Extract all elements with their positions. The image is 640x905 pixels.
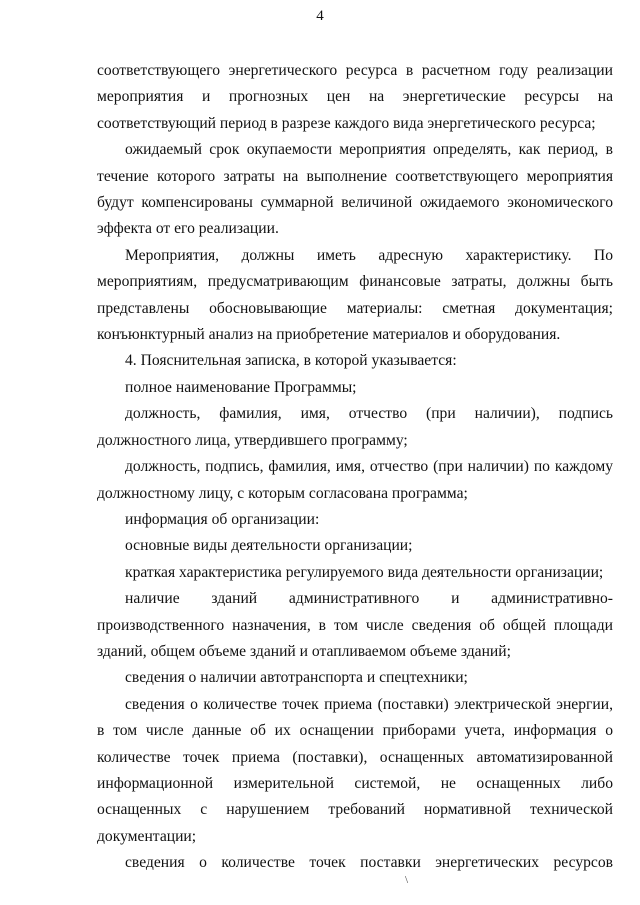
paragraph-continuation: соответствующего энергетического ресурса в расчетном году реализации мероприятия и прогнозных цен на энергетические ресурсы на соответствующий период в разрезе каждого вида энергетического ресурса; xyxy=(97,62,613,132)
page-number: 4 xyxy=(316,8,324,24)
list-item-regulated-activity: краткая характеристика регулируемого вида деятельности организации; xyxy=(125,563,604,581)
list-item-buildings: наличие зданий административного и административно-производственного назначения, в том числе сведения об общей площади зданий, общем объеме зданий и отапливаемом объеме зданий; xyxy=(97,590,613,660)
footer-mark: \ xyxy=(405,874,409,886)
list-item-activities: основные виды деятельности организации; xyxy=(125,537,413,555)
list-item-vehicles: сведения о наличии автотранспорта и спецтехники; xyxy=(125,669,468,687)
list-item-approver: должность, фамилия, имя, отчество (при наличии), подпись должностного лица, утвердившего программу; xyxy=(97,405,613,449)
list-item-program-name: полное наименование Программы; xyxy=(125,378,357,396)
document-body xyxy=(97,58,613,877)
paragraph-payback-period: ожидаемый срок окупаемости мероприятия определять, как период, в течение которого затраты на выполнение соответствующего мероприятия будут компенсированы суммарной величиной ожидаемого экономического эффекта от его реализации. xyxy=(97,141,613,238)
paragraph-explanatory-note: 4. Пояснительная записка, в которой указывается: xyxy=(125,352,457,370)
list-item-organization-info: информация об организации: xyxy=(125,510,320,528)
list-item-energy-points: сведения о количестве точек поставки энергетических ресурсов xyxy=(125,854,613,872)
list-item-agreed-by: должность, подпись, фамилия, имя, отчество (при наличии) по каждому должностному лицу, с которым согласована программа; xyxy=(97,458,613,502)
paragraph-measures: Мероприятия, должны иметь адресную характеристику. По мероприятиям, предусматривающим финансовые затраты, должны быть представлены обосновывающие материалы: сметная документация; конъюнктурный анализ на приобретение материалов и оборудования. xyxy=(97,246,613,344)
list-item-electricity-points: сведения о количестве точек приема (поставки) электрической энергии, в том числе данные об их оснащении приборами учета, информация о количестве точек приема (поставки), оснащенных автоматизированной информационной измерительной системой, не оснащенных либо оснащенных с нарушением требований нормативной технической документации; xyxy=(97,695,613,845)
